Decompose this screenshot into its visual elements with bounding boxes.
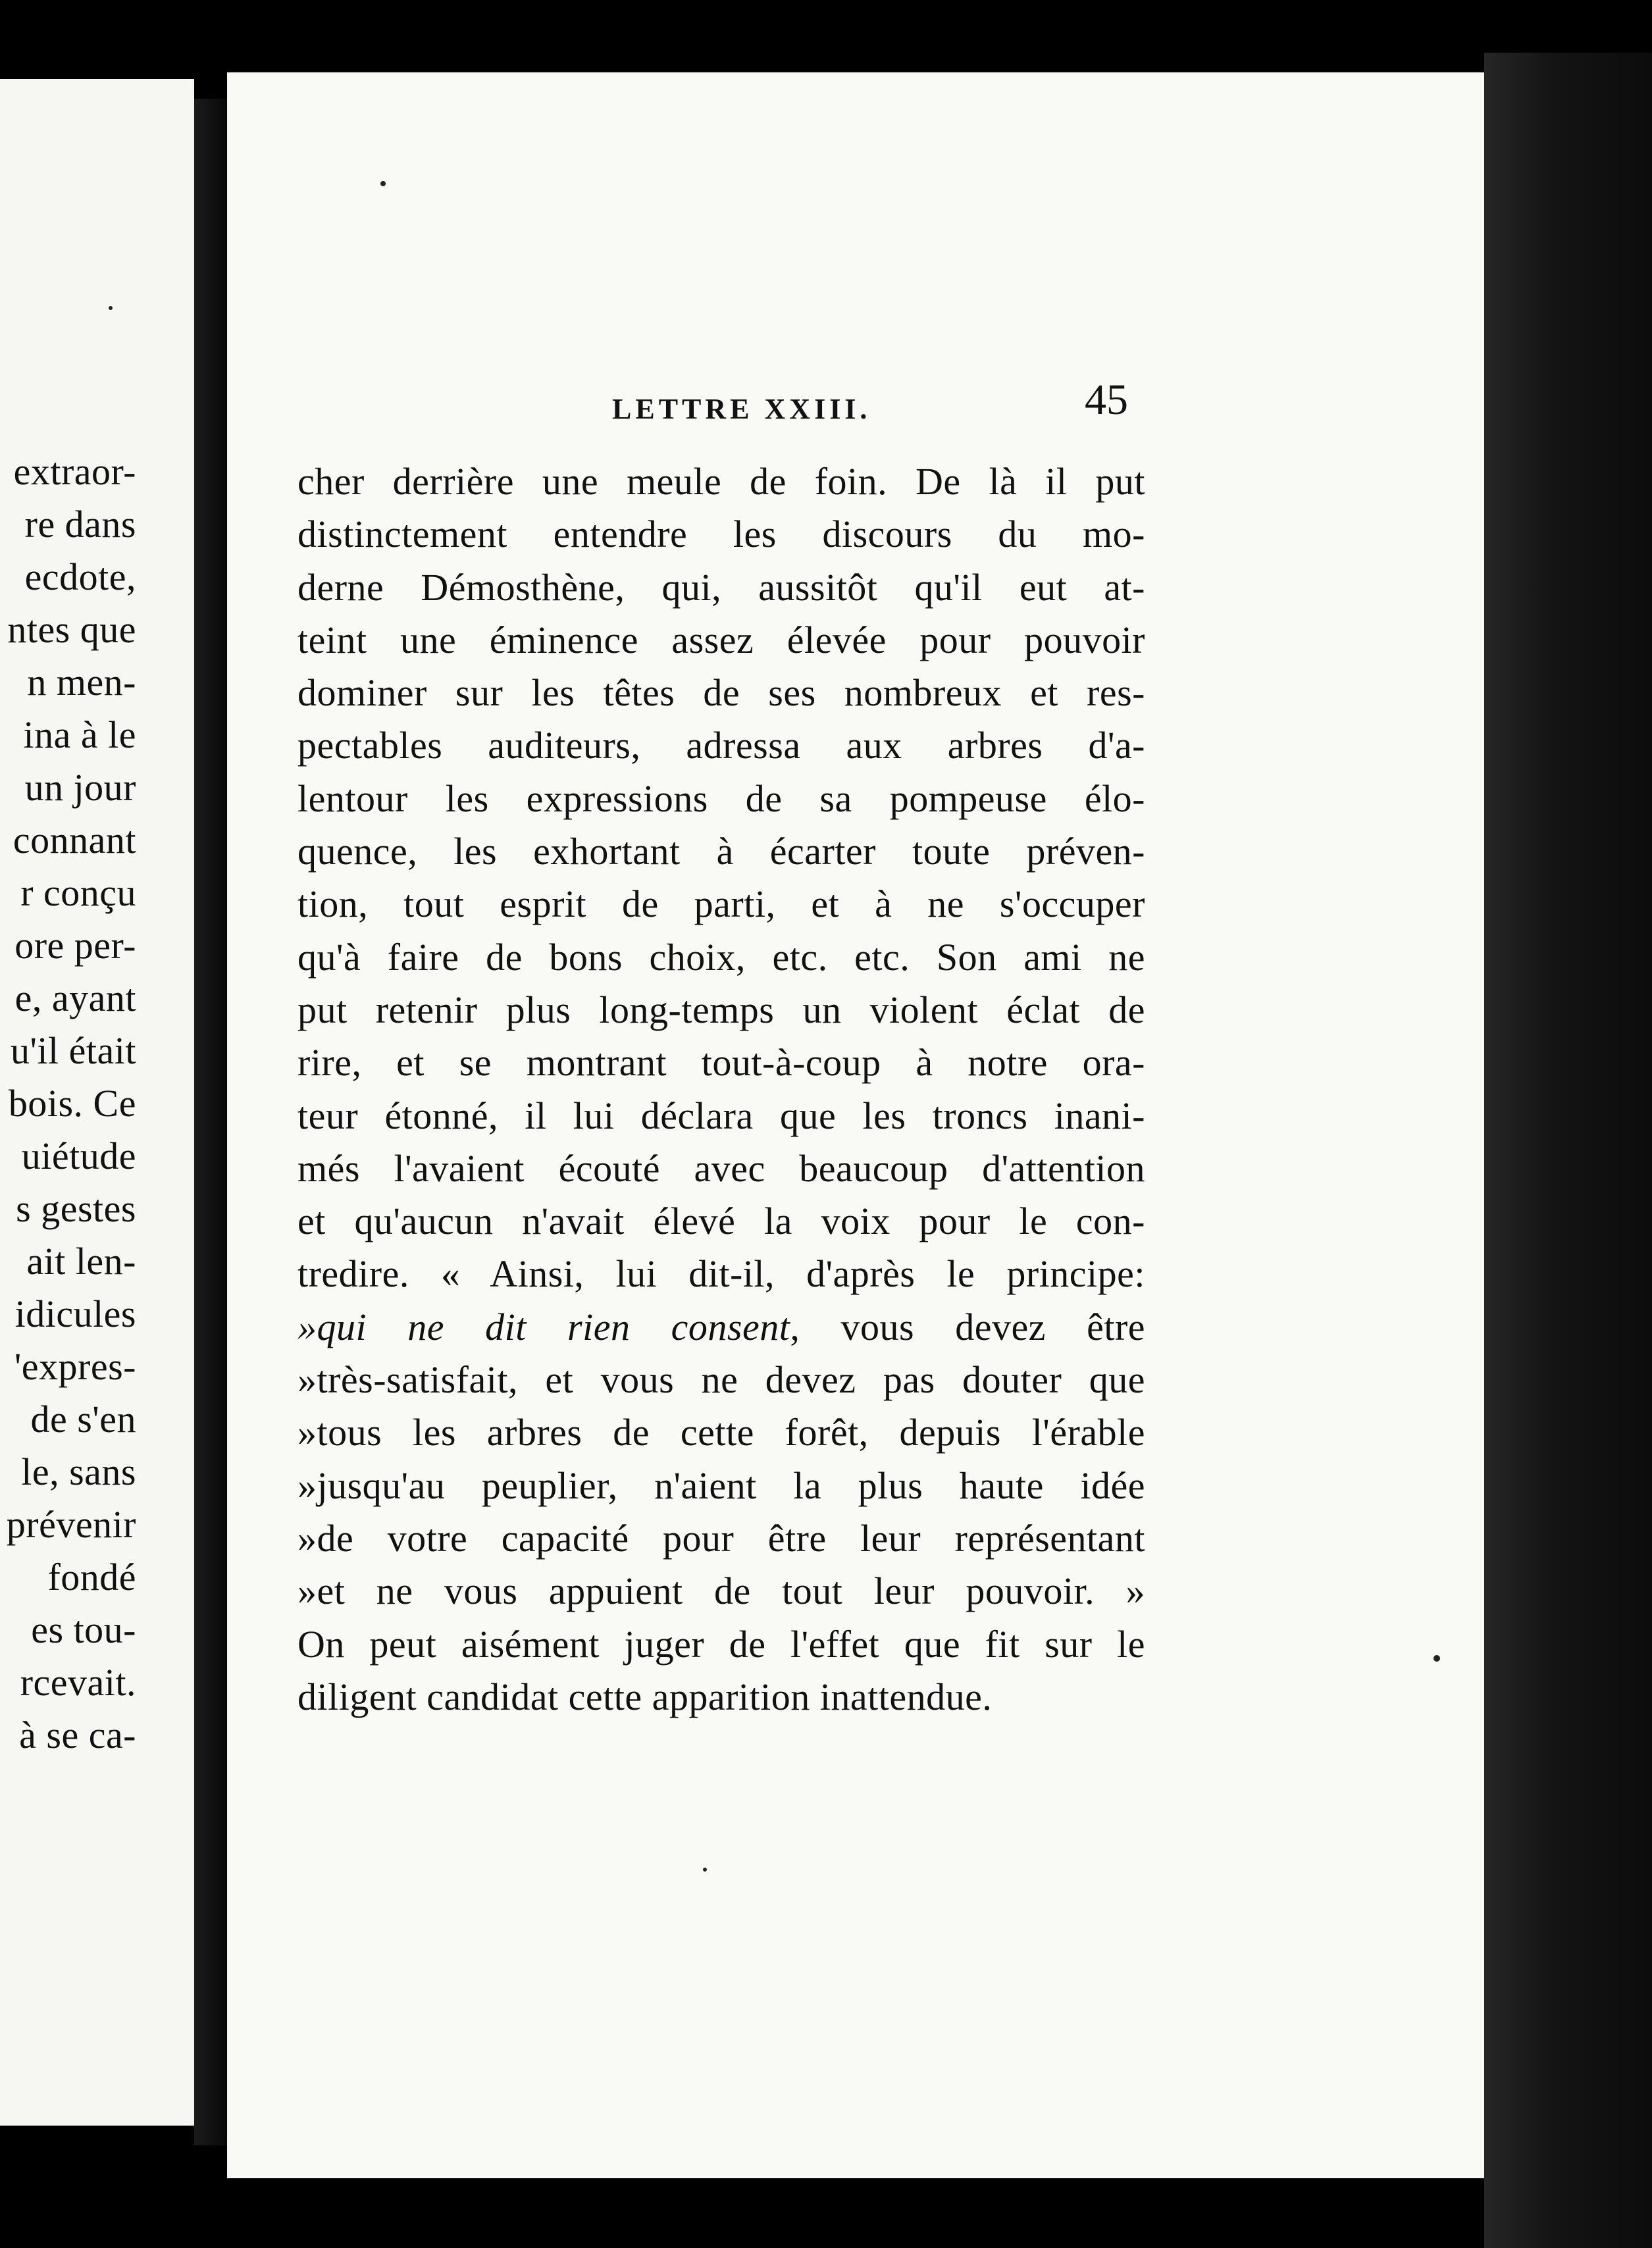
text-line-final: diligent candidat cette apparition inattendue.: [297, 1675, 993, 1718]
left-page-line: rcevait.: [20, 1661, 136, 1704]
text-line: »très-satisfait, et vous ne devez pas douter que: [297, 1358, 1145, 1402]
text-line: »tous les arbres de cette forêt, depuis l'érable: [297, 1411, 1145, 1454]
left-page-line: ina à le: [23, 713, 136, 756]
text-line: »de votre capacité pour être leur représentant: [297, 1516, 1145, 1560]
left-page-line: r conçu: [20, 871, 136, 914]
left-page-line: fondé: [47, 1556, 136, 1598]
left-page-line: ait len-: [26, 1240, 136, 1283]
text-line: qu'à faire de bons choix, etc. etc. Son ami ne: [297, 935, 1145, 979]
text-line: rire, et se montrant tout-à-coup à notre ora-: [297, 1041, 1145, 1085]
scan-speck: [1433, 1655, 1440, 1662]
text-line: pectables auditeurs, adressa aux arbres d'a-: [297, 724, 1145, 767]
left-page-line: le, sans: [21, 1450, 136, 1493]
left-page: [0, 79, 194, 2126]
left-page-line: u'il était: [10, 1029, 136, 1072]
text-line: més l'avaient écouté avec beaucoup d'attention: [297, 1146, 1145, 1190]
left-page-line: e, ayant: [14, 977, 136, 1019]
left-page-line: ecdote,: [24, 555, 136, 598]
text-line: tredire. « Ainsi, lui dit-il, d'après le principe:: [297, 1252, 1145, 1296]
text-line: On peut aisément juger de l'effet que fit sur le: [297, 1622, 1145, 1666]
italic-maxim: »qui ne dit rien consent: [297, 1305, 790, 1348]
scan-speck: [703, 1868, 707, 1872]
left-page-line: prévenir: [6, 1503, 136, 1546]
book-gutter: [194, 99, 227, 2145]
left-page-line: idicules: [14, 1292, 136, 1335]
left-page-line: es tou-: [31, 1608, 136, 1651]
left-page-line: de s'en: [30, 1398, 136, 1441]
scan-speck: [109, 306, 113, 310]
body-text: [297, 455, 1145, 1724]
text-line: distinctement entendre les discours du mo-: [297, 513, 1145, 556]
left-page-line: connant: [13, 819, 136, 861]
book-edge: [1484, 53, 1652, 2248]
left-page-line: s gestes: [16, 1187, 136, 1230]
left-page-line: ntes que: [7, 608, 136, 651]
text-line: »et ne vous appuient de tout leur pouvoir. »: [297, 1570, 1145, 1613]
text-line: teint une éminence assez élevée pour pouvoir: [297, 618, 1145, 661]
left-page-line: extraor-: [13, 450, 136, 493]
text-line: lentour les expressions de sa pompeuse élo-: [297, 777, 1145, 820]
text-line: »jusqu'au peuplier, n'aient la plus haute idée: [297, 1464, 1145, 1507]
quote-line-rest: , vous devez être: [790, 1305, 1145, 1348]
text-line: tion, tout esprit de parti, et à ne s'occuper: [297, 882, 1145, 926]
text-line: derne Démosthène, qui, aussitôt qu'il eut at-: [297, 565, 1145, 609]
running-header: LETTRE XXIII.: [612, 393, 871, 425]
left-page-line: uiétude: [21, 1135, 136, 1177]
left-page-line: ore per-: [14, 924, 136, 967]
text-line: put retenir plus long-temps un violent éclat de: [297, 988, 1145, 1031]
left-page-line: n men-: [27, 661, 136, 703]
quote-line: [297, 1301, 1145, 1354]
scan-speck: [380, 181, 386, 186]
text-line: teur étonné, il lui déclara que les troncs inani-: [297, 1094, 1145, 1137]
left-page-line: bois. Ce: [8, 1082, 136, 1125]
text-line: dominer sur les têtes de ses nombreux et res-: [297, 671, 1145, 715]
page-number: 45: [1085, 376, 1128, 424]
text-line: quence, les exhortant à écarter toute préven-: [297, 830, 1145, 873]
left-page-line: un jour: [24, 766, 136, 809]
left-page-line: 'expres-: [14, 1345, 136, 1388]
left-page-line: à se ca-: [19, 1714, 136, 1756]
text-line: et qu'aucun n'avait élevé la voix pour le con-: [297, 1200, 1145, 1243]
text-line: cher derrière une meule de foin. De là il put: [297, 460, 1145, 503]
left-page-line: re dans: [24, 503, 136, 546]
